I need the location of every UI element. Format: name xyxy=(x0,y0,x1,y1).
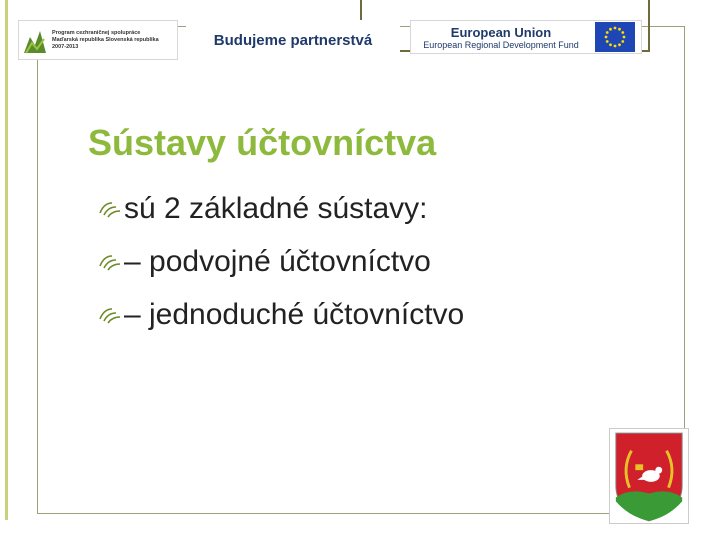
leaf-logo-icon xyxy=(22,23,48,57)
eu-title: European Union xyxy=(450,24,552,40)
slide-title: Sústavy účtovníctva xyxy=(88,122,437,163)
program-line-3: 2007-2013 xyxy=(52,43,79,50)
bullet-text: – podvojné účtovníctvo xyxy=(124,244,431,278)
list-item xyxy=(98,288,464,341)
program-line-1: Program cezhraničnej spolupráce xyxy=(52,29,141,36)
bullet-icon xyxy=(98,305,122,325)
coat-of-arms-icon xyxy=(609,428,689,524)
bullet-text: sú 2 základné sústavy: xyxy=(124,191,428,225)
bullet-icon xyxy=(98,199,122,219)
list-item xyxy=(98,235,464,288)
bullet-icon xyxy=(98,252,122,272)
bullet-text: – jednoduché účtovníctvo xyxy=(124,297,465,331)
eu-subtitle: European Regional Development Fund xyxy=(423,39,579,50)
frame-accent-bar xyxy=(5,0,8,520)
partnership-banner xyxy=(186,20,400,60)
program-logo-box xyxy=(18,20,178,60)
eu-logo-box xyxy=(410,20,642,54)
eu-flag-icon xyxy=(595,22,635,52)
list-item xyxy=(98,182,464,235)
program-line-2: Maďarská republika Slovenská republika xyxy=(52,36,159,43)
partnership-label: Budujeme partnerstvá xyxy=(213,31,373,49)
bullet-list xyxy=(98,182,464,341)
